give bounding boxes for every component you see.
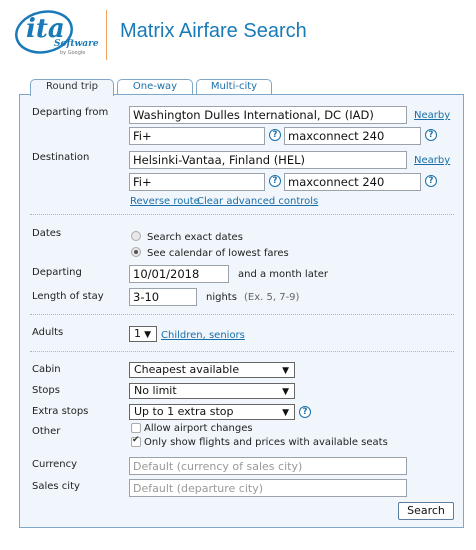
length-of-stay-hint: (Ex. 5, 7-9)	[244, 292, 300, 303]
section-divider	[30, 351, 454, 352]
length-of-stay-input[interactable]: 3-10	[129, 288, 197, 306]
allow-airport-changes-label: Allow airport changes	[144, 423, 253, 434]
adults-label: Adults	[32, 327, 64, 338]
logo-text: ita	[26, 14, 65, 44]
other-label: Other	[32, 426, 61, 437]
calendar-fares-label: See calendar of lowest fares	[147, 248, 289, 259]
ita-software-logo	[14, 8, 99, 60]
departing-label: Departing	[32, 267, 82, 278]
sales-city-input[interactable]: Default (departure city)	[129, 479, 407, 497]
section-divider	[30, 214, 454, 215]
available-seats-checkbox[interactable]	[131, 437, 141, 447]
origin-extension-help-icon[interactable]: ?	[425, 129, 437, 141]
origin-nearby-link[interactable]: Nearby	[414, 110, 451, 121]
departing-date-note: and a month later	[238, 269, 329, 280]
destination-routing-help-icon[interactable]: ?	[269, 175, 281, 187]
tab-multi-city[interactable]: Multi-city	[196, 79, 272, 94]
chevron-down-icon: ▼	[282, 387, 289, 397]
available-seats-label: Only show flights and prices with available seats	[144, 437, 388, 448]
search-button[interactable]: Search	[398, 502, 454, 520]
destination-input[interactable]: Helsinki-Vantaa, Finland (HEL)	[129, 151, 407, 169]
cabin-select-value: Cheapest available	[134, 363, 240, 376]
chevron-down-icon: ▼	[282, 366, 289, 376]
calendar-fares-radio[interactable]	[131, 247, 141, 257]
adults-select-value: 1	[134, 327, 141, 340]
currency-label: Currency	[32, 459, 78, 470]
clear-advanced-controls-link[interactable]: Clear advanced controls	[197, 196, 319, 207]
chevron-down-icon: ▼	[282, 408, 289, 418]
stops-select[interactable]	[129, 383, 295, 399]
allow-airport-changes-checkbox[interactable]	[131, 423, 141, 433]
logo-subtext: Software	[54, 39, 99, 49]
stops-select-value: No limit	[134, 384, 177, 397]
cabin-select[interactable]	[129, 362, 295, 378]
origin-extension-input[interactable]: maxconnect 240	[284, 127, 421, 145]
dates-label: Dates	[32, 228, 62, 239]
adults-select[interactable]	[129, 326, 157, 342]
departing-date-input[interactable]: 10/01/2018	[129, 265, 229, 283]
stops-label: Stops	[32, 385, 60, 396]
origin-routing-help-icon[interactable]: ?	[269, 129, 281, 141]
reverse-route-link[interactable]: Reverse route	[130, 196, 200, 207]
extra-stops-select[interactable]	[129, 404, 295, 420]
extra-stops-select-value: Up to 1 extra stop	[134, 405, 234, 418]
page-title: Matrix Airfare Search	[120, 20, 307, 42]
cabin-label: Cabin	[32, 364, 61, 375]
exact-dates-radio[interactable]	[131, 231, 141, 241]
currency-input[interactable]: Default (currency of sales city)	[129, 457, 407, 475]
section-divider	[30, 314, 454, 315]
nights-label: nights	[206, 292, 237, 303]
origin-input[interactable]: Washington Dulles International, DC (IAD)	[129, 106, 407, 124]
destination-extension-input[interactable]: maxconnect 240	[284, 173, 421, 191]
destination-routing-input[interactable]: Fi+	[129, 173, 265, 191]
exact-dates-label: Search exact dates	[147, 232, 243, 243]
departing-from-label: Departing from	[32, 107, 109, 118]
sales-city-label: Sales city	[32, 481, 80, 492]
tab-one-way[interactable]: One-way	[117, 79, 193, 94]
children-seniors-link[interactable]: Children, seniors	[161, 330, 245, 341]
origin-routing-input[interactable]: Fi+	[129, 127, 265, 145]
header-divider	[106, 10, 107, 60]
destination-label: Destination	[32, 152, 90, 163]
chevron-down-icon: ▼	[144, 330, 151, 340]
extra-stops-label: Extra stops	[32, 406, 89, 417]
logo-byline: by Google	[60, 50, 86, 56]
extra-stops-help-icon[interactable]: ?	[299, 406, 311, 418]
tab-round-trip[interactable]: Round trip	[30, 79, 114, 96]
destination-extension-help-icon[interactable]: ?	[425, 175, 437, 187]
length-of-stay-label: Length of stay	[32, 291, 104, 302]
destination-nearby-link[interactable]: Nearby	[414, 155, 451, 166]
